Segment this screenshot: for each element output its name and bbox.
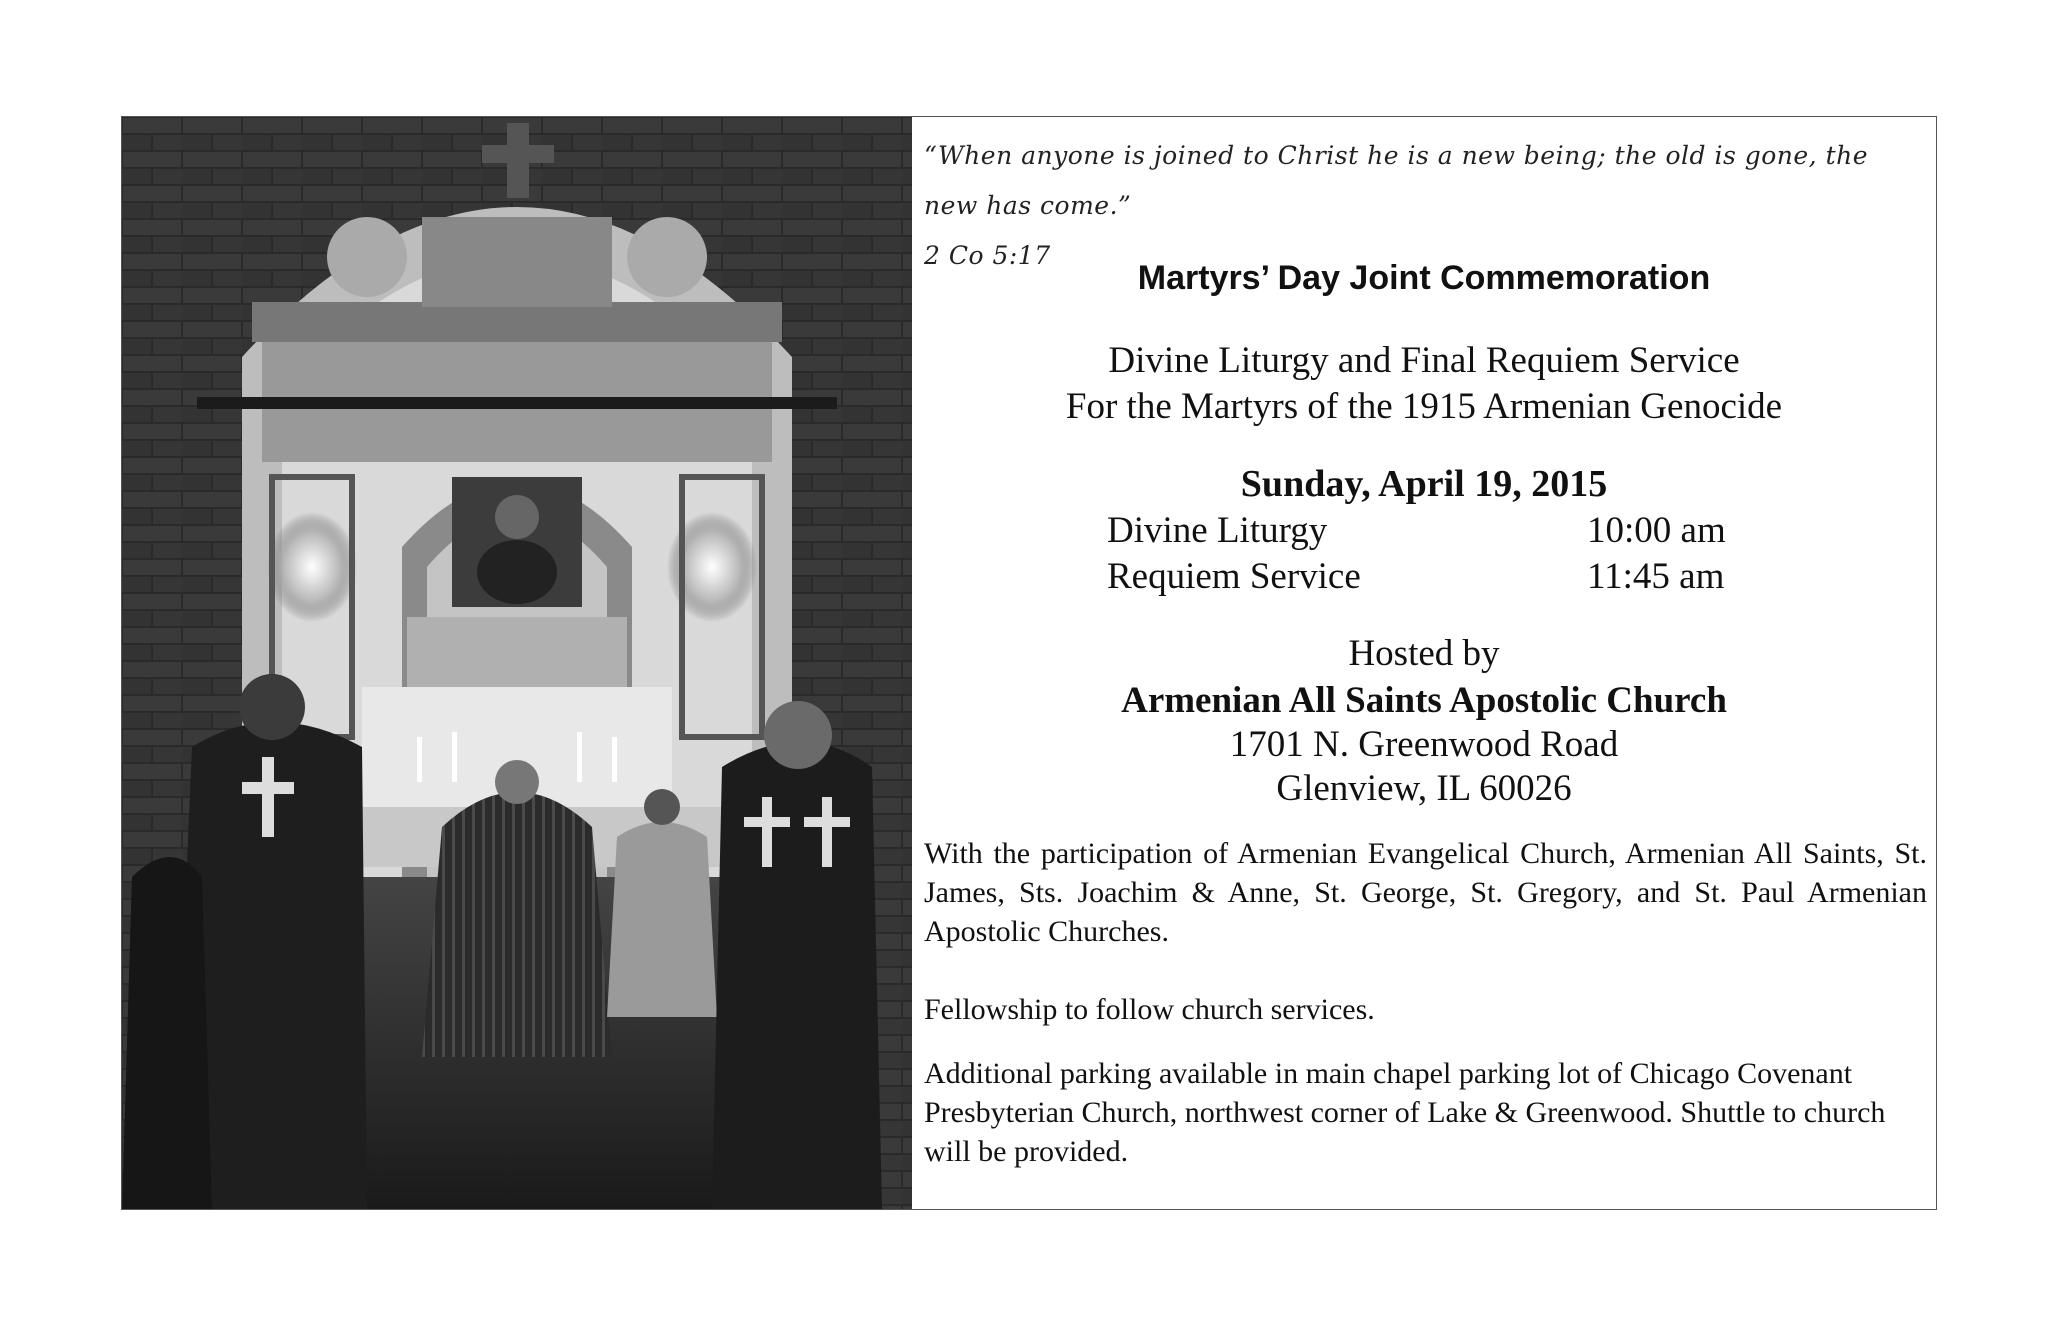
event-subtitle-line1: Divine Liturgy and Final Requiem Service: [1108, 340, 1740, 381]
host-address-line2: Glenview, IL 60026: [1276, 768, 1572, 809]
flyer: [121, 116, 1937, 1210]
host-address-line1: 1701 N. Greenwood Road: [1229, 724, 1619, 765]
quote-reference: 2 Co 5:17: [924, 241, 1051, 270]
schedule-row: [912, 555, 1936, 601]
church-altar-photo: [122, 117, 912, 1209]
hosted-by-label: Hosted by: [1348, 633, 1500, 674]
participation-note: With the participation of Armenian Evangelical Church, Armenian All Saints, St. James, Sts. Joachim & Anne, St. George, St. Gregory, and St. Paul Armenian Apostolic Churches.: [924, 837, 1927, 948]
flyer-text-panel: [912, 117, 1936, 1209]
schedule-time: 10:00 am: [1587, 510, 1726, 551]
fellowship-note: Fellowship to follow church services.: [924, 993, 1375, 1026]
quote-text: “When anyone is joined to Christ he is a new being; the old is gone, the new has come.”: [924, 141, 1869, 220]
event-date: Sunday, April 19, 2015: [1240, 463, 1608, 505]
schedule-row: [912, 509, 1936, 555]
event-title: Martyrs’ Day Joint Commemoration: [1137, 259, 1711, 297]
schedule-name: Requiem Service: [1107, 556, 1361, 597]
schedule-name: Divine Liturgy: [1107, 510, 1328, 551]
host-church-name: Armenian All Saints Apostolic Church: [1121, 680, 1727, 721]
schedule-time: 11:45 am: [1587, 556, 1725, 597]
parking-note: Additional parking available in main chapel parking lot of Chicago Covenant Presbyterian Church, northwest corner of Lake & Greenwood. Shuttle to church will be provided.: [924, 1057, 1886, 1168]
event-subtitle-line2: For the Martyrs of the 1915 Armenian Genocide: [1065, 386, 1783, 427]
